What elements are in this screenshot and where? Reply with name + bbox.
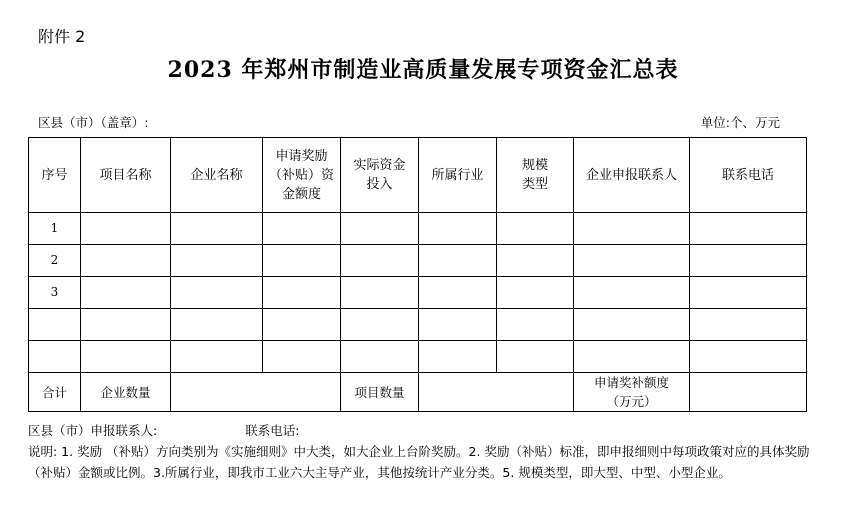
cell-industry[interactable] [419, 245, 497, 277]
cell-contact-phone[interactable] [690, 245, 807, 277]
row-number: 1 [29, 213, 81, 245]
cell-contact-person[interactable] [574, 213, 690, 245]
cell-actual-investment[interactable] [341, 245, 419, 277]
county-seal-label: 区县（市）（盖章）: [38, 115, 149, 130]
column-header-subsidy-amount: 申请奖励 （补贴）资 金额度 [263, 138, 341, 213]
cell-industry[interactable] [419, 341, 497, 373]
total-row [29, 373, 807, 412]
contact-line [28, 420, 818, 441]
project-count-label: 项目数量 [341, 373, 419, 412]
cell-subsidy-amount[interactable] [263, 245, 341, 277]
cell-subsidy-amount[interactable] [263, 309, 341, 341]
cell-actual-investment[interactable] [341, 277, 419, 309]
row-number [29, 341, 81, 373]
cell-contact-person[interactable] [574, 277, 690, 309]
column-header-industry: 所属行业 [419, 138, 497, 213]
cell-contact-phone[interactable] [690, 309, 807, 341]
table-header-row [29, 138, 807, 213]
cell-contact-phone[interactable] [690, 277, 807, 309]
cell-scale-type[interactable] [497, 341, 574, 373]
subsidy-amount-value[interactable] [690, 373, 807, 412]
cell-subsidy-amount[interactable] [263, 213, 341, 245]
column-header-actual-investment: 实际资金 投入 [341, 138, 419, 213]
total-label: 合计 [29, 373, 81, 412]
column-header-project-name: 项目名称 [81, 138, 171, 213]
table-row [29, 213, 807, 245]
cell-enterprise-name[interactable] [171, 277, 263, 309]
cell-enterprise-name[interactable] [171, 213, 263, 245]
row-number: 2 [29, 245, 81, 277]
cell-contact-person[interactable] [574, 341, 690, 373]
cell-contact-phone[interactable] [690, 213, 807, 245]
cell-industry[interactable] [419, 309, 497, 341]
cell-project-name[interactable] [81, 213, 171, 245]
footer [28, 420, 818, 483]
table-row [29, 309, 807, 341]
unit-label: 单位:个、万元 [700, 115, 780, 130]
cell-subsidy-amount[interactable] [263, 341, 341, 373]
summary-table [28, 137, 807, 412]
cell-scale-type[interactable] [497, 277, 574, 309]
cell-contact-person[interactable] [574, 309, 690, 341]
cell-project-name[interactable] [81, 245, 171, 277]
cell-scale-type[interactable] [497, 245, 574, 277]
table-row [29, 277, 807, 309]
enterprise-count-value[interactable] [171, 373, 341, 412]
cell-enterprise-name[interactable] [171, 341, 263, 373]
column-header-contact-phone: 联系电话 [690, 138, 807, 213]
cell-project-name[interactable] [81, 277, 171, 309]
cell-project-name[interactable] [81, 341, 171, 373]
cell-scale-type[interactable] [497, 213, 574, 245]
cell-industry[interactable] [419, 277, 497, 309]
cell-subsidy-amount[interactable] [263, 277, 341, 309]
cell-enterprise-name[interactable] [171, 309, 263, 341]
enterprise-count-label: 企业数量 [81, 373, 171, 412]
row-number: 3 [29, 277, 81, 309]
county-contact-label: 区县（市）申报联系人: [28, 423, 158, 438]
contact-phone-label: 联系电话: [245, 423, 300, 438]
cell-enterprise-name[interactable] [171, 245, 263, 277]
page-title: 2023 年郑州市制造业高质量发展专项资金汇总表 [167, 57, 679, 83]
cell-scale-type[interactable] [497, 309, 574, 341]
column-header-scale-type: 规模 类型 [497, 138, 574, 213]
annex-label: 附件 2 [38, 27, 86, 46]
cell-actual-investment[interactable] [341, 309, 419, 341]
notes: 说明: 1. 奖励 （补贴）方向类别为《实施细则》中大类，如大企业上台阶奖励。2. 奖励（补贴）标准，即申报细则中每项政策对应的具体奖励（补贴）金额或比例。3.所属行业，即我市工业六大主导产业，其他按统计产业分类。5. 规模类型，即大型、中型、小型企业。 [28, 444, 810, 480]
column-header-enterprise-name: 企业名称 [171, 138, 263, 213]
table-row [29, 341, 807, 373]
cell-industry[interactable] [419, 213, 497, 245]
cell-project-name[interactable] [81, 309, 171, 341]
cell-actual-investment[interactable] [341, 213, 419, 245]
row-number [29, 309, 81, 341]
project-count-value[interactable] [419, 373, 574, 412]
cell-actual-investment[interactable] [341, 341, 419, 373]
subsidy-amount-label: 申请奖补额度 （万元） [574, 373, 690, 412]
column-header-serial: 序号 [29, 138, 81, 213]
cell-contact-phone[interactable] [690, 341, 807, 373]
cell-contact-person[interactable] [574, 245, 690, 277]
table-row [29, 245, 807, 277]
column-header-contact-person: 企业申报联系人 [574, 138, 690, 213]
